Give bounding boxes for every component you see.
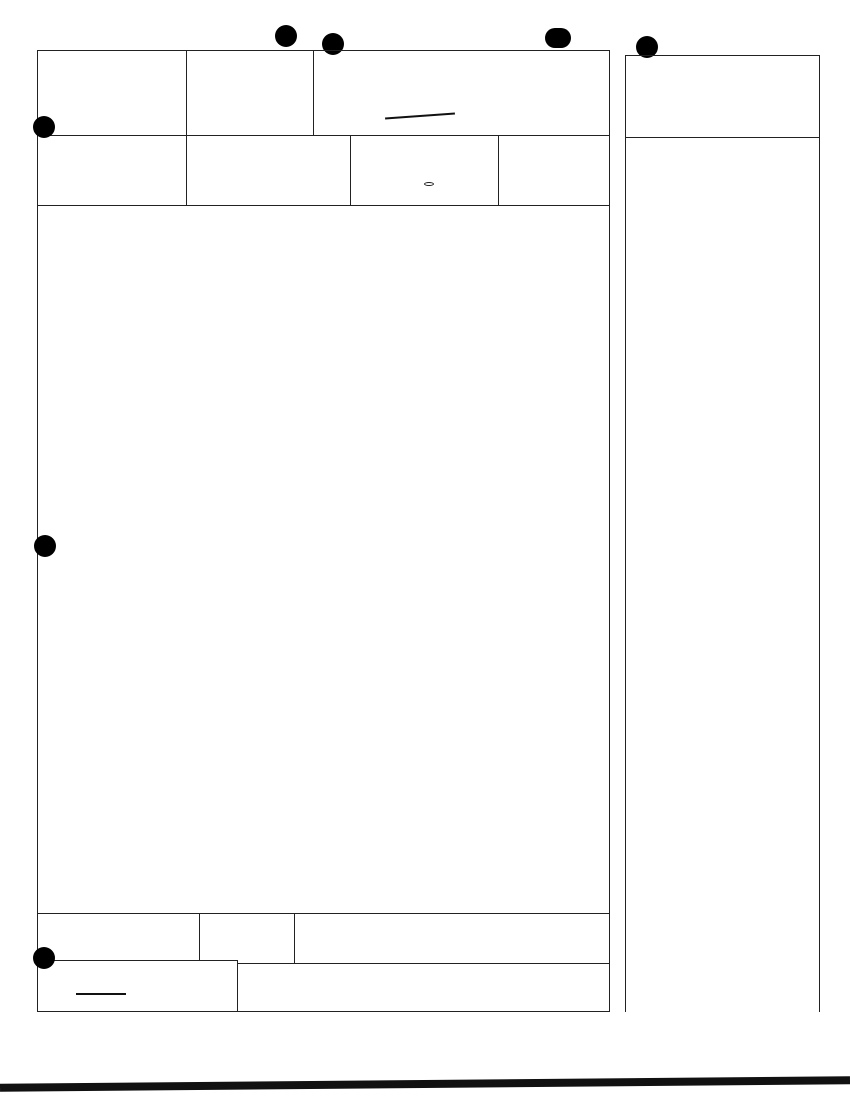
form-top-border bbox=[37, 50, 610, 51]
form-right-border bbox=[609, 50, 610, 1012]
scan-edge-bar bbox=[0, 1076, 850, 1091]
punch-hole-icon bbox=[33, 116, 55, 138]
punch-hole-icon bbox=[33, 947, 55, 969]
form-left-border bbox=[37, 50, 38, 1012]
classification-bottom-underline bbox=[76, 993, 126, 995]
punch-hole-icon bbox=[275, 25, 297, 47]
punch-hole-icon bbox=[322, 33, 344, 55]
delivery-fdo bbox=[424, 182, 434, 186]
punch-hole-icon bbox=[545, 28, 571, 48]
punch-hole-icon bbox=[34, 535, 56, 557]
classification-underline bbox=[385, 113, 455, 120]
